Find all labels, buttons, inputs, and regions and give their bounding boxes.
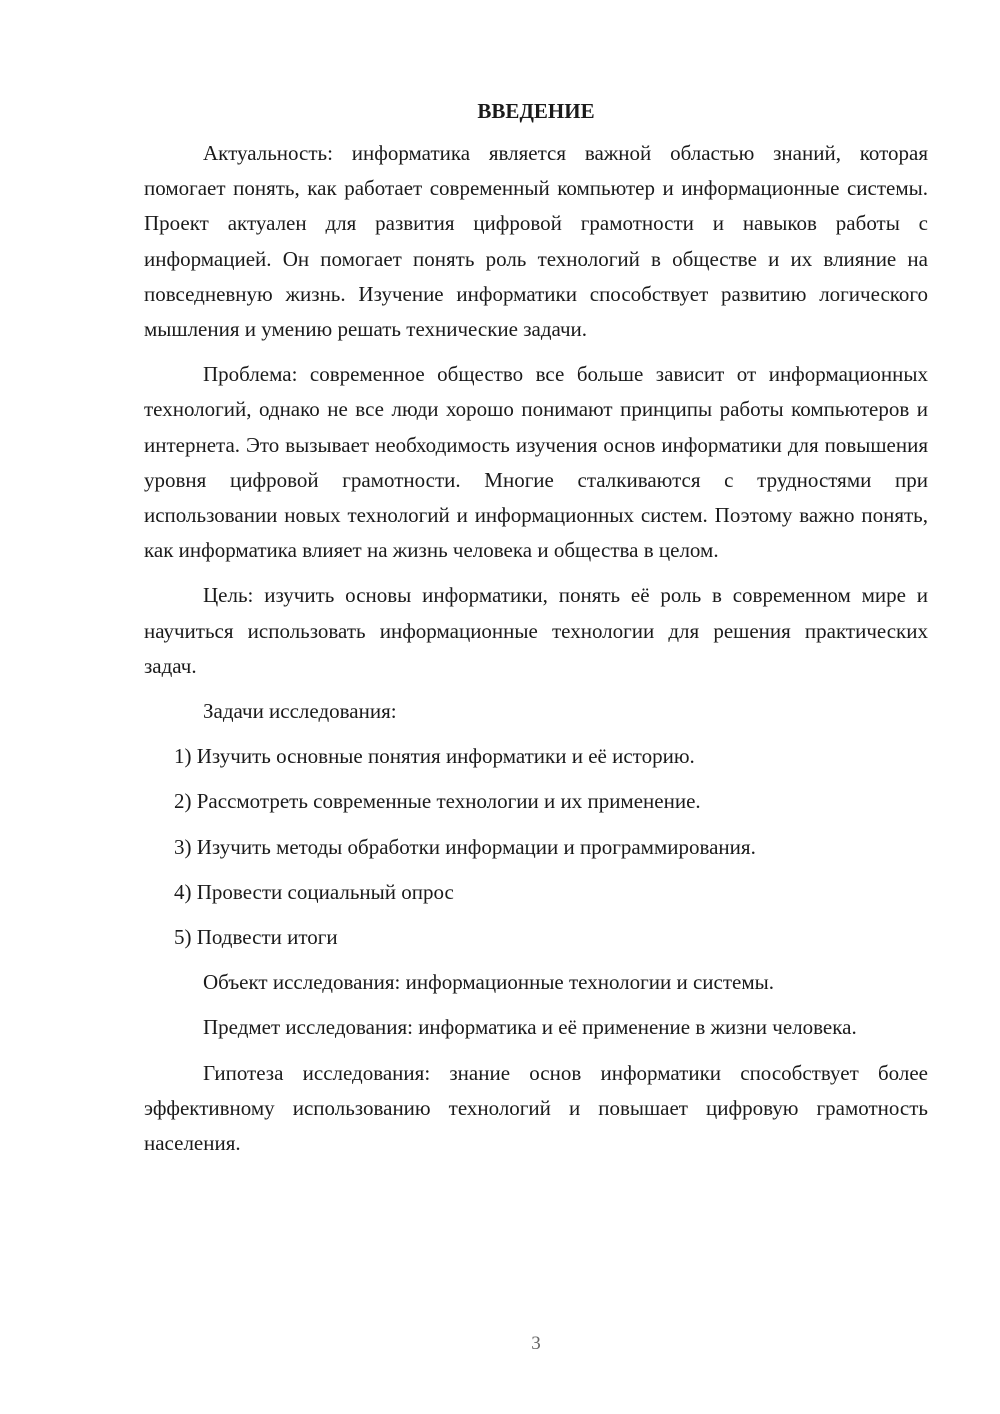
tasks-heading: Задачи исследования: [203, 699, 397, 724]
page-title: ВВЕДЕНИЕ [477, 99, 595, 123]
relevance-paragraph: Актуальность: информатика является важной областью знаний, которая помогает понять, как работает современный компьютер и информационные системы. Проект актуален для развития цифровой грамотности и навыков работы с информацией. Он помогает понять роль технологий в обществе и их влияние на повседневную жизнь. Изучение информатики способствует развитию логического мышления и умению решать технические задачи. [144, 141, 928, 342]
goal-paragraph: Цель: изучить основы информатики, понять её роль в современном мире и научиться использовать информационные технологии для решения практических задач. [144, 583, 928, 678]
hypothesis-paragraph: Гипотеза исследования: знание основ информатики способствует более эффективному использованию технологий и повышает цифровую грамотность населения. [144, 1060, 928, 1156]
object-paragraph: Объект исследования: информационные технологии и системы. [203, 970, 775, 995]
page-number: 3 [531, 1333, 541, 1354]
task-item: 1) Изучить основные понятия информатики и её историю. [174, 744, 695, 769]
subject-paragraph: Предмет исследования: информатика и её применение в жизни человека. [203, 1015, 857, 1040]
task-item: 2) Рассмотреть современные технологии и их применение. [174, 789, 701, 814]
task-item: 3) Изучить методы обработки информации и программирования. [174, 834, 756, 859]
document-page [144, 96, 928, 1171]
tasks-list [144, 739, 928, 955]
problem-paragraph: Проблема: современное общество все больше зависит от информационных технологий, однако не все люди хорошо понимают принципы работы компьютеров и интернета. Это вызывает необходимость изучения основ информатики для повышения уровня цифровой грамотности. Многие сталкиваются с трудностями при использовании новых технологий и информационных систем. Поэтому важно понять, как информатика влияет на жизнь человека и общества в целом. [144, 362, 928, 563]
task-item: 5) Подвести итоги [174, 925, 338, 950]
task-item: 4) Провести социальный опрос [174, 879, 454, 904]
